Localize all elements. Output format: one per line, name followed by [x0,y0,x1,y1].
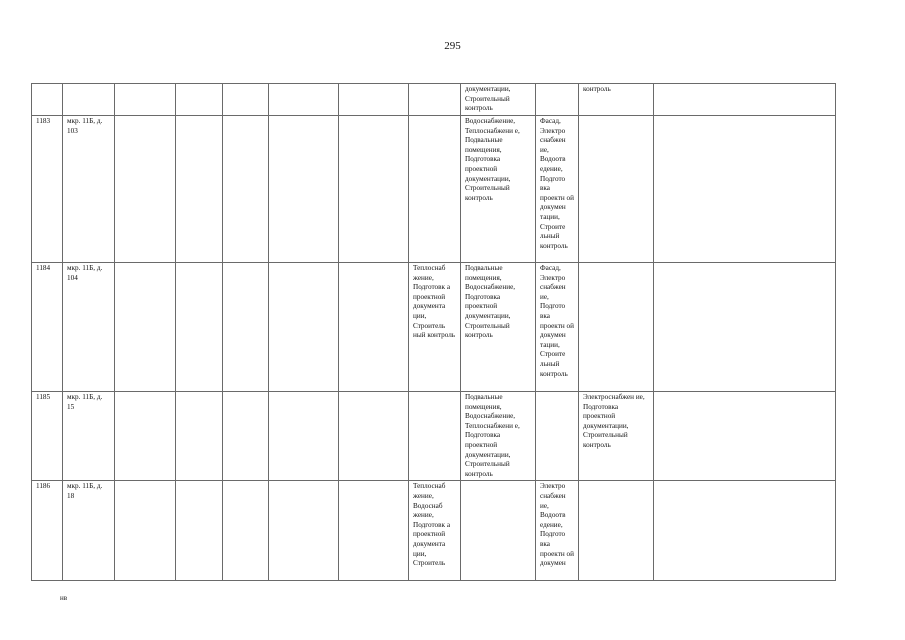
table-row [32,84,836,116]
cell-empty [269,392,339,481]
cell-empty [176,84,223,116]
table-row [32,116,836,263]
cell-address [63,84,115,116]
cell-empty [115,392,176,481]
cell-work2 [536,84,579,116]
cell-empty [269,263,339,392]
cell-empty [176,392,223,481]
cell-address: мкр. 11Б, д. 103 [63,116,115,263]
cell-empty [176,263,223,392]
cell-num: 1183 [32,116,63,263]
page-number: 295 [444,40,461,52]
cell-empty [269,116,339,263]
cell-address: мкр. 11Б, д. 104 [63,263,115,392]
cell-work3 [579,116,654,263]
cell-empty [339,84,409,116]
cell-empty [176,481,223,581]
cell-empty [115,263,176,392]
cell-work2: Фасад, Электро снабжен ие, Водоотв едение, Подгото вка проектн ой докумен тации, Строите льный контроль [536,116,579,263]
cell-work1: Подвальные помещения, Водоснабжение, Подготовка проектной документации, Строительный контроль [461,263,536,392]
cell-empty [223,392,269,481]
cell-empty [115,481,176,581]
cell-empty [269,481,339,581]
cell-work3: Электроснабжен ие, Подготовка проектной документации, Строительный контроль [579,392,654,481]
cell-work3: контроль [579,84,654,116]
cell-empty [269,84,339,116]
cell-empty [339,263,409,392]
cell-empty [339,392,409,481]
cell-empty [223,481,269,581]
cell-empty [223,263,269,392]
cell-heat: Теплоснаб жение, Водоснаб жение, Подготовк а проектной документа ции, Строитель [409,481,461,581]
cell-work2 [536,392,579,481]
cell-empty [176,116,223,263]
cell-empty [654,84,836,116]
cell-empty [654,263,836,392]
cell-work2: Фасад, Электро снабжен ие, Подгото вка проектн ой докумен тации, Строите льный контроль [536,263,579,392]
cell-empty [654,392,836,481]
cell-empty [339,116,409,263]
cell-heat [409,116,461,263]
table-row [32,263,836,392]
cell-heat: Теплоснаб жение, Подготовк а проектной документа ции, Строитель ный контроль [409,263,461,392]
table-row [32,481,836,581]
cell-empty [339,481,409,581]
cell-empty [654,481,836,581]
table-row [32,392,836,481]
works-table [31,83,836,581]
cell-num: 1185 [32,392,63,481]
cell-num: 1186 [32,481,63,581]
cell-work3 [579,263,654,392]
cell-heat [409,84,461,116]
cell-address: мкр. 11Б, д. 18 [63,481,115,581]
cell-num: 1184 [32,263,63,392]
cell-address: мкр. 11Б, д. 15 [63,392,115,481]
cell-work1: документации, Строительный контроль [461,84,536,116]
footer-text: нв [60,594,68,602]
cell-work1: Водоснабжение, Теплоснабжени е, Подвальные помещения, Подготовка проектной документации, Строительный контроль [461,116,536,263]
cell-empty [223,84,269,116]
cell-num [32,84,63,116]
cell-empty [654,116,836,263]
cell-work3 [579,481,654,581]
cell-work2: Электро снабжен ие, Водоотв едение, Подгото вка проектн ой докумен [536,481,579,581]
cell-empty [115,116,176,263]
cell-heat [409,392,461,481]
cell-work1: Подвальные помещения, Водоснабжение, Теплоснабжени е, Подготовка проектной документации, Строительный контроль [461,392,536,481]
cell-empty [115,84,176,116]
cell-work1 [461,481,536,581]
cell-empty [223,116,269,263]
